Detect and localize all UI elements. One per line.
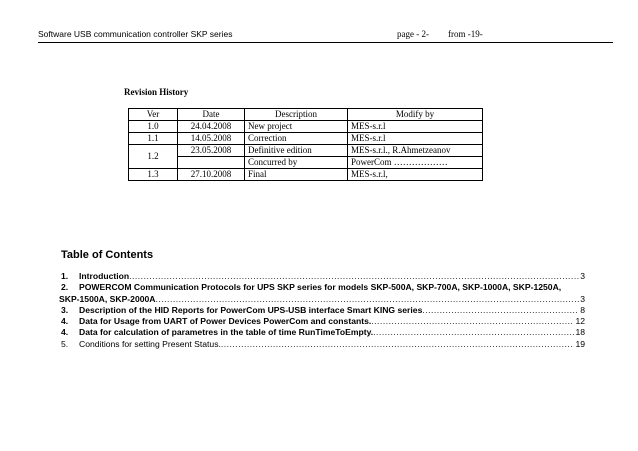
toc-entry-text: Data for Usage from UART of Power Devices PowerCom and constants. bbox=[79, 316, 372, 327]
column-header-ver: Ver bbox=[129, 109, 178, 121]
table-row bbox=[129, 145, 483, 157]
cell-date: 24.04.2008 bbox=[178, 121, 245, 133]
toc-entry-number: 3. bbox=[61, 304, 69, 315]
toc-entry-text: POWERCOM Communication Protocols for UPS SKP series for models SKP-500A, SKP-700A, SKP-1000A, SKP-1250A, bbox=[79, 282, 562, 293]
table-row bbox=[129, 169, 483, 181]
cell-date bbox=[178, 157, 245, 169]
cell-modify-by: MES-s.r.l., R.Ahmetzeanov bbox=[348, 145, 483, 157]
cell-description: Correction bbox=[245, 133, 348, 145]
toc-entry-page: 18 bbox=[575, 327, 585, 338]
page-total: from -19- bbox=[448, 29, 483, 39]
toc-entry-runtime-calc[interactable] bbox=[61, 327, 585, 338]
page-number: page - 2- bbox=[397, 29, 429, 39]
toc-entry-text: Introduction bbox=[79, 271, 130, 281]
column-header-modify-by: Modify by bbox=[348, 109, 483, 121]
toc-entry-line bbox=[59, 294, 585, 305]
toc-leader-dots bbox=[422, 305, 579, 316]
cell-description: Definitive edition bbox=[245, 145, 348, 157]
toc-entry-page: 19 bbox=[575, 338, 585, 349]
revision-table bbox=[128, 108, 483, 181]
cell-description: New project bbox=[245, 121, 348, 133]
toc-entry-uart-data[interactable] bbox=[61, 316, 585, 327]
toc-title: Table of Contents bbox=[61, 249, 154, 261]
toc-entry-number: 4. bbox=[61, 316, 69, 327]
toc-entry-number: 2. bbox=[61, 282, 69, 293]
toc-entry-text: Conditions for setting Present Status. bbox=[79, 338, 221, 349]
toc-entry-text: Description of the HID Reports for PowerCom UPS-USB interface Smart KING series bbox=[79, 304, 423, 315]
revision-history-title: Revision History bbox=[124, 87, 189, 97]
column-header-description: Description bbox=[245, 109, 348, 121]
toc-entry-line bbox=[61, 282, 585, 293]
cell-modify-by: MES-s.r.l bbox=[348, 133, 483, 145]
cell-description: Final bbox=[245, 169, 348, 181]
table-row bbox=[129, 133, 483, 145]
toc-entry-hid-reports[interactable] bbox=[61, 305, 585, 316]
toc-entry-number: 1. bbox=[61, 271, 69, 281]
toc-entry-text-continued: SKP-1500A, SKP-2000A bbox=[59, 293, 156, 304]
toc-entry-protocols[interactable] bbox=[61, 282, 585, 305]
toc-entry-page: 3 bbox=[580, 271, 585, 281]
toc-entry-number: 4. bbox=[61, 327, 69, 338]
toc-entry-page: 8 bbox=[580, 304, 585, 315]
cell-description: Concurred by bbox=[245, 157, 348, 169]
cell-modify-by: PowerCom ……………… bbox=[348, 157, 483, 169]
table-of-contents bbox=[61, 271, 585, 350]
cell-ver: 1.1 bbox=[129, 133, 178, 145]
toc-entry-page: 3 bbox=[580, 293, 585, 304]
toc-leader-dots bbox=[156, 294, 580, 305]
toc-leader-dots bbox=[371, 316, 574, 327]
toc-leader-dots bbox=[373, 327, 574, 338]
toc-leader-dots bbox=[129, 271, 579, 282]
toc-entry-number: 5. bbox=[61, 338, 69, 349]
cell-date: 27.10.2008 bbox=[178, 169, 245, 181]
toc-entry-present-status[interactable] bbox=[61, 339, 585, 350]
toc-entry-introduction[interactable] bbox=[61, 271, 585, 282]
cell-ver: 1.0 bbox=[129, 121, 178, 133]
toc-entry-page: 12 bbox=[575, 316, 585, 327]
page-header bbox=[38, 26, 613, 43]
cell-date: 14.05.2008 bbox=[178, 133, 245, 145]
toc-leader-dots bbox=[221, 339, 575, 350]
cell-date: 23.05.2008 bbox=[178, 145, 245, 157]
table-row bbox=[129, 157, 483, 169]
revision-header-row bbox=[129, 109, 483, 121]
document-title: Software USB communication controller SKP series bbox=[38, 29, 233, 39]
cell-ver: 1.3 bbox=[129, 169, 178, 181]
cell-modify-by: MES-s.r.l, bbox=[348, 169, 483, 181]
table-row bbox=[129, 121, 483, 133]
cell-ver: 1.2 bbox=[129, 145, 178, 169]
cell-modify-by: MES-s.r.l bbox=[348, 121, 483, 133]
toc-entry-text: Data for calculation of parametres in the table of time RunTimeToEmpty. bbox=[79, 327, 374, 338]
column-header-date: Date bbox=[178, 109, 245, 121]
